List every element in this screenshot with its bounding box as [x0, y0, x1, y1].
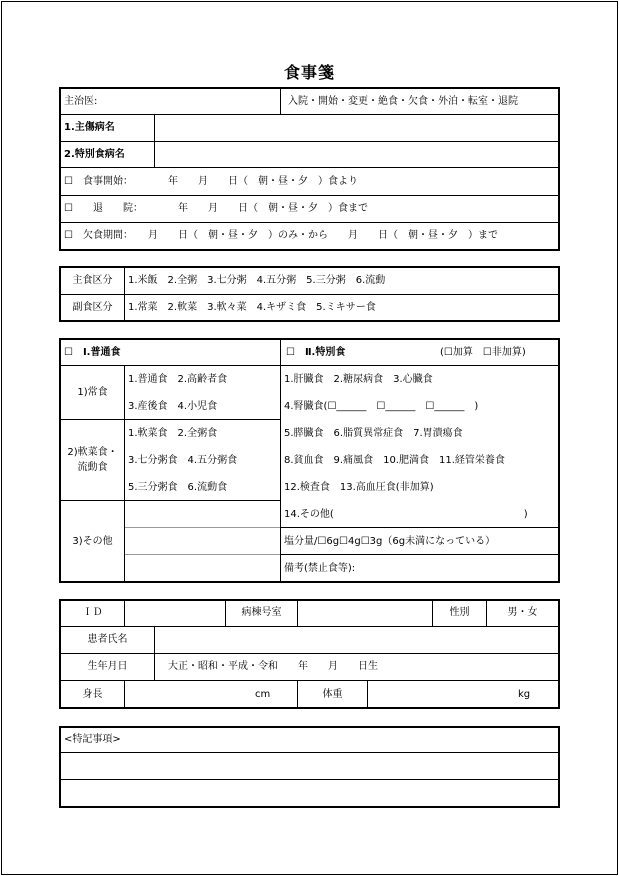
height-unit: cm: [255, 689, 271, 700]
normal-meal-options-1[interactable]: 1.普通食 2.高齢者食: [128, 374, 228, 385]
staple-side-options[interactable]: 1.常菜 2.軟菜 3.軟々菜 4.キザミ食 5.ミキサー食: [128, 302, 376, 313]
salt-amount[interactable]: 塩分量/☐6g☐4g☐3g（6g未満になっている）: [284, 536, 496, 547]
staple-side-label: 副食区分: [72, 302, 113, 313]
ward-room-label: 病棟号室: [241, 607, 282, 618]
doctor-label: 主治医:: [64, 96, 98, 107]
special-meal-header[interactable]: ☐ Ⅱ.特別食: [286, 347, 346, 358]
billing-options[interactable]: (☐加算 ☐非加算): [440, 347, 526, 358]
special-meal-options-3[interactable]: 5.膵臓食 6.脂質異常症食 7.胃潰瘍食: [284, 428, 463, 439]
special-meal-options-2[interactable]: 4.腎臓食(☐______ ☐______ ☐______ ): [284, 401, 479, 412]
main-diagnosis-field[interactable]: [156, 116, 557, 140]
page-title: 食事箋: [283, 63, 335, 82]
normal-meal-options-2[interactable]: 3.産後食 4.小児食: [128, 401, 218, 412]
special-meal-options-4[interactable]: 8.貧血食 9.痛風食 10.肥満食 11.経管栄養食: [284, 455, 505, 466]
patient-name-label: 患者氏名: [87, 634, 128, 645]
staple-main-options[interactable]: 1.米飯 2.全粥 3.七分粥 4.五分粥 5.三分粥 6.流動: [128, 275, 386, 286]
discharge-row[interactable]: ☐ 退 院： 年 月 日（ 朝・昼・夕 ）食まで: [64, 203, 368, 214]
id-label: ＩＤ: [82, 607, 103, 618]
weight-unit: kg: [518, 689, 531, 700]
fasting-row[interactable]: ☐ 欠食期間： 月 日（ 朝・昼・夕 ）のみ・から 月 日（ 朝・昼・夕 ）まで: [64, 230, 498, 241]
soft-meal-label-2: 流動食: [77, 462, 108, 473]
special-meal-options-6[interactable]: 14.その他( ): [284, 509, 528, 520]
patient-name-field[interactable]: [156, 628, 557, 652]
special-meal-options-1[interactable]: 1.肝臓食 2.糖尿病食 3.心臓食: [284, 374, 433, 385]
sex-label: 性別: [449, 607, 470, 618]
normal-meal-label: 1)常食: [77, 387, 108, 398]
notes-label[interactable]: 備考(禁止食等):: [284, 563, 356, 574]
status-actions[interactable]: 入院・開始・変更・絶食・欠食・外泊・転室・退院: [288, 96, 518, 107]
staple-main-label: 主食区分: [72, 275, 113, 286]
header-section: [59, 87, 560, 251]
soft-meal-options-3[interactable]: 5.三分粥食 6.流動食: [128, 482, 228, 493]
main-diagnosis-label: 1.主傷病名: [64, 122, 115, 133]
remarks-field[interactable]: [61, 753, 558, 806]
meal-start-row[interactable]: ☐ 食事開始： 年 月 日（ 朝・昼・夕 ）食より: [64, 176, 358, 187]
weight-label: 体重: [322, 689, 343, 700]
height-label: 身長: [82, 689, 103, 700]
soft-meal-label-1: 2)軟菜食・: [67, 447, 118, 458]
id-field[interactable]: [126, 602, 224, 625]
special-diagnosis-field[interactable]: [156, 143, 557, 166]
other-meal-label: 3)その他: [72, 536, 113, 547]
regular-meal-header[interactable]: ☐ Ⅰ.普通食: [64, 347, 121, 358]
soft-meal-options-1[interactable]: 1.軟菜食 2.全粥食: [128, 428, 218, 439]
birth-date-label: 生年月日: [87, 661, 128, 672]
birth-date-field[interactable]: 大正・昭和・平成・令和 年 月 日生: [168, 661, 378, 672]
special-diagnosis-label: 2.特別食病名: [64, 149, 125, 160]
other-meal-field[interactable]: [126, 502, 279, 580]
special-meal-options-5[interactable]: 12.検査食 13.高血圧食(非加算): [284, 482, 434, 493]
sex-options[interactable]: 男・女: [507, 607, 538, 618]
remarks-label: <特記事項>: [64, 734, 121, 745]
soft-meal-options-2[interactable]: 3.七分粥食 4.五分粥食: [128, 455, 238, 466]
ward-room-field[interactable]: [299, 602, 431, 625]
